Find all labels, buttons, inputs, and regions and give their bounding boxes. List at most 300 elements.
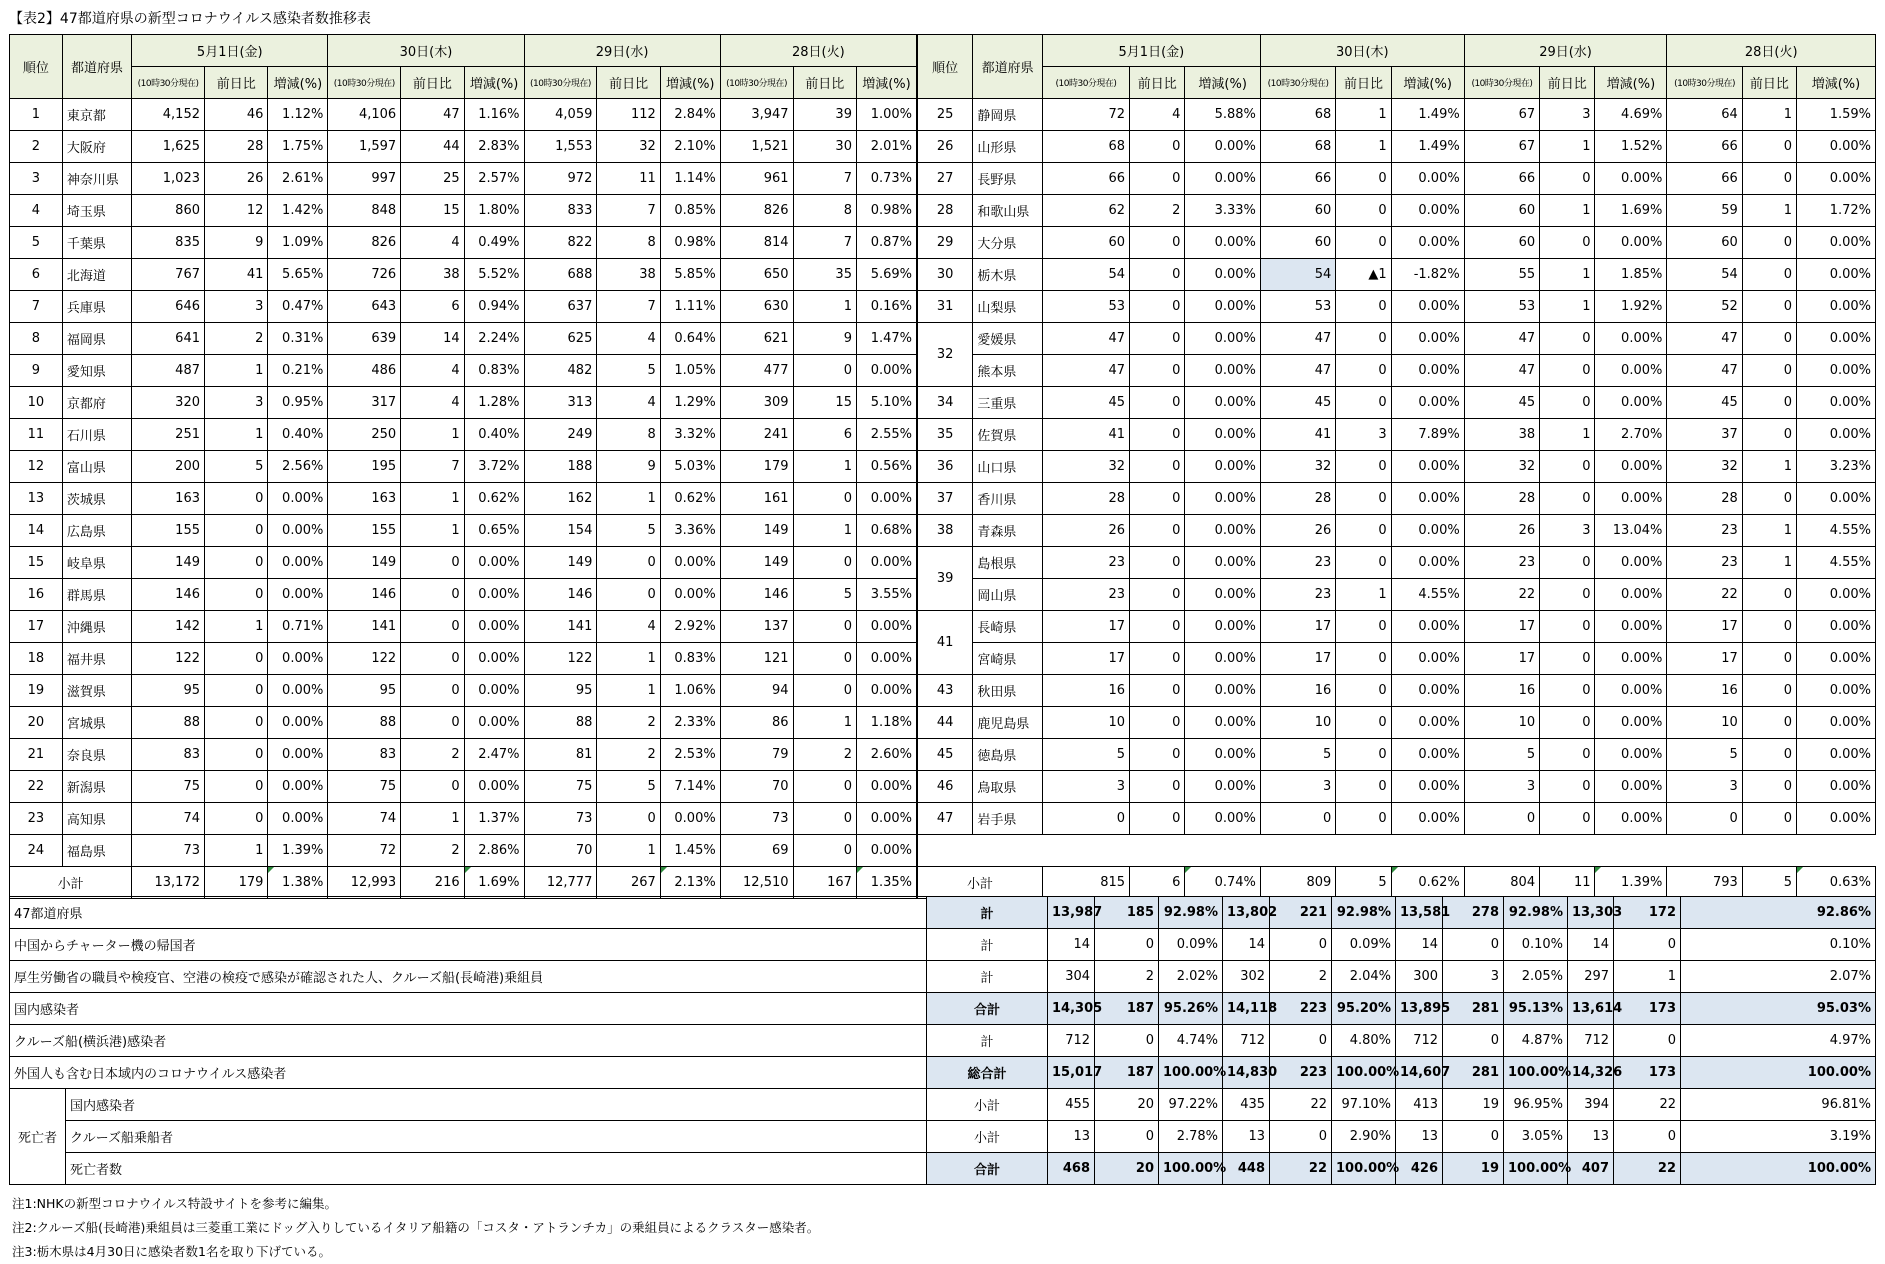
table-row (10, 611, 917, 643)
value-cell: 0 (1336, 323, 1391, 355)
death-value: 2.90% (1332, 1121, 1396, 1153)
note: 注2:クルーズ船(長崎港)乗組員は三菱重工業にドッグ入りしているイタリア船籍の「コスタ・アトランチカ」の乗組員によるクラスター感染者。 (12, 1220, 820, 1235)
value-cell: 2.60% (856, 739, 916, 771)
value-cell: 637 (524, 291, 597, 323)
value-cell: 0 (1336, 771, 1391, 803)
rank-cell: 4 (10, 195, 63, 227)
subtotal-label: 小計 (918, 867, 1043, 899)
value-cell: 0.00% (660, 579, 720, 611)
value-cell: 4 (597, 323, 660, 355)
value-cell: 28 (1464, 483, 1539, 515)
value-cell: 8 (597, 227, 660, 259)
summary-value: 13,303 (1568, 897, 1614, 929)
value-cell: 0.00% (1796, 483, 1875, 515)
summary-label: 国内感染者 (10, 993, 927, 1025)
value-cell: 0.47% (268, 291, 328, 323)
value-cell: 0 (1742, 163, 1796, 195)
value-cell: 0.00% (856, 803, 916, 835)
subtotal-row (918, 867, 1876, 899)
value-cell: 2.83% (464, 131, 524, 163)
value-cell: 1,597 (328, 131, 401, 163)
subtotal-value: 5 (1742, 867, 1796, 899)
value-cell: 3 (1336, 419, 1391, 451)
value-cell: 0.00% (1391, 547, 1464, 579)
value-cell: 0 (1336, 739, 1391, 771)
death-value: 435 (1223, 1089, 1270, 1121)
rank-cell: 21 (10, 739, 63, 771)
value-cell: 0 (401, 771, 464, 803)
header-current: (10時30分現在) (1667, 67, 1742, 99)
table-row (918, 771, 1876, 803)
value-cell: 1.42% (268, 195, 328, 227)
value-cell: 0.00% (1391, 643, 1464, 675)
value-cell: 0 (1130, 643, 1185, 675)
value-cell: 0.40% (464, 419, 524, 451)
value-cell: 4.55% (1391, 579, 1464, 611)
value-cell: 146 (720, 579, 793, 611)
summary-sublabel: 計 (927, 1025, 1048, 1057)
death-value: 3.19% (1681, 1121, 1876, 1153)
summary-value: 95.13% (1504, 993, 1568, 1025)
header-current: (10時30分現在) (132, 67, 205, 99)
value-cell: 1.45% (660, 835, 720, 867)
value-cell: 7.89% (1391, 419, 1464, 451)
value-cell: 822 (524, 227, 597, 259)
table-row (10, 227, 917, 259)
value-cell: 0 (1130, 227, 1185, 259)
header-rank: 順位 (918, 35, 973, 99)
value-cell: 23 (1260, 547, 1335, 579)
death-value: 20 (1095, 1089, 1159, 1121)
subtotal-value: 1.38% (268, 867, 328, 899)
value-cell: 0 (1130, 451, 1185, 483)
table-row (10, 163, 917, 195)
value-cell: 961 (720, 163, 793, 195)
rank-cell: 1 (10, 99, 63, 131)
value-cell: 2.86% (464, 835, 524, 867)
value-cell: 1.39% (268, 835, 328, 867)
value-cell: 0.83% (464, 355, 524, 387)
table-row (918, 675, 1876, 707)
value-cell: 0.00% (1185, 643, 1260, 675)
value-cell: 0 (1742, 675, 1796, 707)
pref-cell: 和歌山県 (973, 195, 1043, 227)
value-cell: 3 (1464, 771, 1539, 803)
value-cell: 3 (1667, 771, 1742, 803)
header-prev: 前日比 (597, 67, 660, 99)
value-cell: 0.00% (268, 803, 328, 835)
value-cell: 0.00% (268, 483, 328, 515)
value-cell: 0.00% (1796, 579, 1875, 611)
death-row (10, 1121, 1876, 1153)
value-cell: 0.00% (268, 707, 328, 739)
value-cell: 32 (1464, 451, 1539, 483)
death-value: 455 (1048, 1089, 1095, 1121)
value-cell: 70 (524, 835, 597, 867)
value-cell: 0.00% (1391, 323, 1464, 355)
value-cell: 16 (1464, 675, 1539, 707)
death-label: 死亡者 (10, 1089, 66, 1185)
value-cell: 0 (1336, 483, 1391, 515)
value-cell: 1 (793, 515, 856, 547)
header-current: (10時30分現在) (328, 67, 401, 99)
death-type: 小計 (927, 1089, 1048, 1121)
rank-cell: 36 (918, 451, 973, 483)
value-cell: 486 (328, 355, 401, 387)
value-cell: 5 (1464, 739, 1539, 771)
value-cell: 688 (524, 259, 597, 291)
death-value: 22 (1270, 1153, 1332, 1185)
subtotal-value: 12,777 (524, 867, 597, 899)
summary-value: 95.20% (1332, 993, 1396, 1025)
table-row (918, 163, 1876, 195)
value-cell: 0 (1336, 195, 1391, 227)
value-cell: 0.00% (1185, 227, 1260, 259)
value-cell: 30 (793, 131, 856, 163)
value-cell: 0.00% (1391, 675, 1464, 707)
summary-row (10, 897, 1876, 929)
value-cell: 1.85% (1595, 259, 1667, 291)
subtotal-value: 0.63% (1796, 867, 1875, 899)
value-cell: 22 (1667, 579, 1742, 611)
value-cell: 0.00% (1796, 707, 1875, 739)
value-cell: 0.00% (1796, 227, 1875, 259)
value-cell: 1 (401, 419, 464, 451)
table-row (10, 483, 917, 515)
value-cell: 12 (205, 195, 268, 227)
value-cell: 3 (205, 291, 268, 323)
value-cell: 650 (720, 259, 793, 291)
summary-value: 3 (1443, 961, 1504, 993)
value-cell: 625 (524, 323, 597, 355)
value-cell: 53 (1042, 291, 1129, 323)
subtotal-label: 小計 (10, 867, 132, 899)
value-cell: 0.00% (1391, 355, 1464, 387)
value-cell: 94 (720, 675, 793, 707)
value-cell: 5 (1667, 739, 1742, 771)
header-current: (10時30分現在) (1042, 67, 1129, 99)
value-cell: 0.00% (1391, 803, 1464, 835)
value-cell: 0.49% (464, 227, 524, 259)
value-cell: 4 (401, 227, 464, 259)
value-cell: 1.59% (1796, 99, 1875, 131)
value-cell: 0.00% (268, 675, 328, 707)
value-cell: 0.00% (464, 611, 524, 643)
pref-cell: 岐阜県 (62, 547, 131, 579)
header-date: 5月1日(金) (132, 35, 328, 67)
value-cell: 0.00% (1185, 739, 1260, 771)
table-row (10, 419, 917, 451)
value-cell: 75 (524, 771, 597, 803)
summary-value: 14 (1568, 929, 1614, 961)
value-cell: 4,106 (328, 99, 401, 131)
summary-sublabel: 計 (927, 961, 1048, 993)
value-cell: 47 (1260, 323, 1335, 355)
table-row (10, 195, 917, 227)
value-cell: 1 (1540, 259, 1595, 291)
value-cell: 0.00% (1595, 547, 1667, 579)
table-row (918, 643, 1876, 675)
value-cell: 0.00% (1796, 419, 1875, 451)
subtotal-value: 0.62% (1391, 867, 1464, 899)
summary-value: 173 (1614, 993, 1681, 1025)
rank-cell: 47 (918, 803, 973, 835)
value-cell: 8 (793, 195, 856, 227)
value-cell: 60 (1042, 227, 1129, 259)
value-cell: 5 (1260, 739, 1335, 771)
summary-value: 0 (1614, 929, 1681, 961)
pref-cell: 長野県 (973, 163, 1043, 195)
value-cell: 5.10% (856, 387, 916, 419)
subtotal-value: 2.13% (660, 867, 720, 899)
value-cell: 0 (401, 579, 464, 611)
value-cell: 0 (1130, 291, 1185, 323)
header-date: 30日(木) (1260, 35, 1464, 67)
value-cell: 4 (401, 387, 464, 419)
value-cell: 0.40% (268, 419, 328, 451)
value-cell: 0 (1130, 611, 1185, 643)
value-cell: 0 (793, 547, 856, 579)
subtotal-value: 1.69% (464, 867, 524, 899)
value-cell: 0 (1742, 387, 1796, 419)
value-cell: 0.56% (856, 451, 916, 483)
value-cell: 0 (205, 771, 268, 803)
summary-value: 2 (1270, 961, 1332, 993)
death-sublabel: 国内感染者 (66, 1089, 927, 1121)
rank-cell: 22 (10, 771, 63, 803)
table-row (918, 355, 1876, 387)
value-cell: 75 (132, 771, 205, 803)
value-cell: 0.64% (660, 323, 720, 355)
value-cell: 0 (1540, 675, 1595, 707)
value-cell: 826 (720, 195, 793, 227)
header-prev: 前日比 (1336, 67, 1391, 99)
value-cell: 0.00% (1391, 387, 1464, 419)
table-row (10, 643, 917, 675)
value-cell: 10 (1042, 707, 1129, 739)
value-cell: 141 (524, 611, 597, 643)
value-cell: 17 (1042, 643, 1129, 675)
summary-label: 中国からチャーター機の帰国者 (10, 929, 927, 961)
value-cell: 0.62% (660, 483, 720, 515)
header-pref: 都道府県 (62, 35, 131, 99)
summary-value: 712 (1396, 1025, 1443, 1057)
value-cell: 0 (1130, 803, 1185, 835)
value-cell: 0 (1540, 163, 1595, 195)
table-row (10, 579, 917, 611)
value-cell: 1 (1540, 131, 1595, 163)
value-cell: 0 (1336, 163, 1391, 195)
header-current: (10時30分現在) (524, 67, 597, 99)
pref-cell: 奈良県 (62, 739, 131, 771)
rank-cell: 12 (10, 451, 63, 483)
pref-cell: 北海道 (62, 259, 131, 291)
summary-value: 0 (1270, 929, 1332, 961)
summary-value: 712 (1223, 1025, 1270, 1057)
value-cell: 5.65% (268, 259, 328, 291)
death-value: 19 (1443, 1153, 1504, 1185)
value-cell: 320 (132, 387, 205, 419)
value-cell: 16 (1667, 675, 1742, 707)
value-cell: 0 (1336, 355, 1391, 387)
value-cell: 1.29% (660, 387, 720, 419)
value-cell: 0 (793, 675, 856, 707)
value-cell: 0.00% (1595, 675, 1667, 707)
value-cell: 0 (205, 643, 268, 675)
value-cell: 47 (401, 99, 464, 131)
summary-value: 0 (1270, 1025, 1332, 1057)
summary-sublabel: 計 (927, 897, 1048, 929)
value-cell: 0 (1742, 643, 1796, 675)
value-cell: 0.00% (1185, 579, 1260, 611)
header-prev: 前日比 (1130, 67, 1185, 99)
value-cell: 69 (720, 835, 793, 867)
value-cell: 0 (793, 643, 856, 675)
value-cell: 0 (597, 579, 660, 611)
pref-cell: 富山県 (62, 451, 131, 483)
value-cell: 62 (1042, 195, 1129, 227)
pref-cell: 香川県 (973, 483, 1043, 515)
value-cell: 0 (205, 547, 268, 579)
rank-cell: 13 (10, 483, 63, 515)
summary-value: 223 (1270, 1057, 1332, 1089)
pref-cell: 島根県 (973, 547, 1043, 579)
value-cell: 17 (1667, 643, 1742, 675)
rank-cell: 17 (10, 611, 63, 643)
pref-cell: 福井県 (62, 643, 131, 675)
value-cell: 68 (1260, 99, 1335, 131)
header-rate: 増減(%) (464, 67, 524, 99)
value-cell: 0.83% (660, 643, 720, 675)
pref-cell: 石川県 (62, 419, 131, 451)
death-value: 97.10% (1332, 1089, 1396, 1121)
value-cell: 5 (1042, 739, 1129, 771)
value-cell: 47 (1042, 355, 1129, 387)
value-cell: 5.52% (464, 259, 524, 291)
value-cell: 146 (524, 579, 597, 611)
value-cell: 25 (401, 163, 464, 195)
value-cell: 1 (793, 707, 856, 739)
value-cell: 74 (328, 803, 401, 835)
pref-cell: 沖縄県 (62, 611, 131, 643)
value-cell: 0 (1336, 387, 1391, 419)
value-cell: 0.00% (1796, 771, 1875, 803)
rank-cell: 34 (918, 387, 973, 419)
value-cell: 1,023 (132, 163, 205, 195)
table-row (918, 387, 1876, 419)
value-cell: 11 (597, 163, 660, 195)
subtotal-value: 167 (793, 867, 856, 899)
value-cell: 0.62% (464, 483, 524, 515)
death-value: 0 (1095, 1121, 1159, 1153)
value-cell: 38 (1464, 419, 1539, 451)
value-cell: 1 (205, 611, 268, 643)
pref-cell: 福岡県 (62, 323, 131, 355)
value-cell: 2.92% (660, 611, 720, 643)
value-cell: 1.09% (268, 227, 328, 259)
header-prev: 前日比 (205, 67, 268, 99)
value-cell: 0.00% (1391, 195, 1464, 227)
pref-cell: 京都府 (62, 387, 131, 419)
value-cell: 122 (524, 643, 597, 675)
header-rate: 増減(%) (1185, 67, 1260, 99)
death-type: 合計 (927, 1153, 1048, 1185)
value-cell: 848 (328, 195, 401, 227)
value-cell: 2.84% (660, 99, 720, 131)
value-cell: 68 (1042, 131, 1129, 163)
pref-cell: 愛媛県 (973, 323, 1043, 355)
value-cell: 2.70% (1595, 419, 1667, 451)
value-cell: 0.00% (1796, 131, 1875, 163)
value-cell: 154 (524, 515, 597, 547)
value-cell: 0 (1336, 707, 1391, 739)
value-cell: 66 (1667, 163, 1742, 195)
value-cell: 0 (1130, 739, 1185, 771)
value-cell: 0 (1130, 675, 1185, 707)
header-date: 30日(木) (328, 35, 524, 67)
value-cell: 1.80% (464, 195, 524, 227)
rank-cell: 19 (10, 675, 63, 707)
summary-row (10, 1057, 1876, 1089)
value-cell: 0 (1336, 227, 1391, 259)
table-row (10, 515, 917, 547)
value-cell: 45 (1464, 387, 1539, 419)
value-cell: 4,059 (524, 99, 597, 131)
header-rate: 増減(%) (1595, 67, 1667, 99)
value-cell: 41 (1260, 419, 1335, 451)
value-cell: 0 (1540, 387, 1595, 419)
value-cell: 41 (1042, 419, 1129, 451)
value-cell: 767 (132, 259, 205, 291)
value-cell: 0.73% (856, 163, 916, 195)
value-cell: 3 (1260, 771, 1335, 803)
table-row (10, 451, 917, 483)
pref-cell: 神奈川県 (62, 163, 131, 195)
summary-value: 100.00% (1681, 1057, 1876, 1089)
value-cell: 163 (132, 483, 205, 515)
value-cell: 643 (328, 291, 401, 323)
rank-cell: 10 (10, 387, 63, 419)
summary-value: 14,326 (1568, 1057, 1614, 1089)
value-cell: 3.32% (660, 419, 720, 451)
header-date: 29日(水) (524, 35, 720, 67)
value-cell: 9 (793, 323, 856, 355)
value-cell: 0.00% (1595, 611, 1667, 643)
value-cell: 195 (328, 451, 401, 483)
value-cell: 7 (401, 451, 464, 483)
pref-cell: 大分県 (973, 227, 1043, 259)
value-cell: 45 (1667, 387, 1742, 419)
value-cell: 2 (1130, 195, 1185, 227)
header-date: 28日(火) (1667, 35, 1876, 67)
death-value: 394 (1568, 1089, 1614, 1121)
value-cell: 0 (1130, 707, 1185, 739)
value-cell: 0.00% (1391, 291, 1464, 323)
value-cell: 54 (1667, 259, 1742, 291)
death-value: 22 (1614, 1153, 1681, 1185)
value-cell: 1.28% (464, 387, 524, 419)
summary-row (10, 961, 1876, 993)
value-cell: 0.00% (1185, 771, 1260, 803)
summary-value: 221 (1270, 897, 1332, 929)
value-cell: 317 (328, 387, 401, 419)
table-row (918, 611, 1876, 643)
death-value: 96.95% (1504, 1089, 1568, 1121)
summary-value: 0.10% (1504, 929, 1568, 961)
value-cell: 26 (1464, 515, 1539, 547)
table-row (10, 739, 917, 771)
value-cell: 8 (597, 419, 660, 451)
